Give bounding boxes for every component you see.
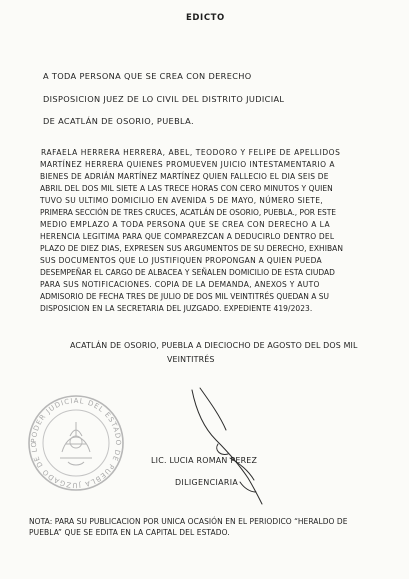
- body-line: MEDIO EMPLAZO A TODA PERSONA QUE SE CREA CON DERECHO A LA: [40, 220, 331, 229]
- body-line: DESEMPEÑAR EL CARGO DE ALBACEA Y SEÑALEN DOMICILIO DE ESTA CIUDAD: [40, 268, 335, 277]
- handwritten-signature: [170, 380, 280, 510]
- heading-line-1: A TODA PERSONA QUE SE CREA CON DERECHO: [43, 71, 252, 81]
- body-line: PLAZO DE DIEZ DIAS, EXPRESEN SUS ARGUMENTOS DE SU DERECHO, EXHIBAN: [40, 244, 344, 253]
- note-line-2: PUEBLA” QUE SE EDITA EN LA CAPITAL DEL ESTADO.: [29, 528, 230, 537]
- body-line: ABRIL DEL DOS MIL SIETE A LAS TRECE HORAS CON CERO MINUTOS Y QUIEN: [40, 184, 333, 193]
- svg-text:PODER JUDICIAL DEL ESTADO DE P: PODER JUDICIAL DEL ESTADO DE PUEBLA JUZGADO DE LO: [29, 396, 123, 490]
- date-line-2: VEINTITRÉS: [167, 355, 215, 364]
- body-line: MARTÍNEZ HERRERA QUIENES PROMUEVEN JUICIO INTESTAMENTARIO A: [40, 160, 335, 169]
- body-line: RAFAELA HERRERA HERRERA, ABEL, TEODORO Y FELIPE DE APELLIDOS: [41, 148, 341, 157]
- body-line: HERENCIA LEGITIMA PARA QUE COMPAREZCAN A DEDUCIRLO DENTRO DEL: [40, 232, 335, 241]
- heading-line-2: DISPOSICION JUEZ DE LO CIVIL DEL DISTRITO JUDICIAL: [43, 94, 285, 104]
- official-seal-stamp: [22, 392, 130, 494]
- document-title: EDICTO: [186, 13, 225, 23]
- signer-role: DILIGENCIARIA: [175, 478, 239, 487]
- body-line: PRIMERA SECCIÓN DE TRES CRUCES, ACATLÁN DE OSORIO, PUEBLA., POR ESTE: [40, 208, 336, 217]
- body-line: TUVO SU ULTIMO DOMICILIO EN AVENIDA 5 DE MAYO, NÚMERO SIETE,: [40, 196, 324, 205]
- note-line-1: NOTA: PARA SU PUBLICACION POR UNICA OCASIÓN EN EL PERIODICO “HERALDO DE: [29, 517, 348, 526]
- body-line: ADMISORIO DE FECHA TRES DE JULIO DE DOS MIL VEINTITRÉS QUEDAN A SU: [40, 292, 330, 301]
- signer-name: LIC. LUCIA ROMAN PEREZ: [151, 456, 258, 465]
- body-line: DISPOSICION EN LA SECRETARIA DEL JUZGADO. EXPEDIENTE 419/2023.: [40, 304, 313, 313]
- body-line: PARA SUS NOTIFICACIONES. COPIA DE LA DEMANDA, ANEXOS Y AUTO: [40, 280, 320, 289]
- date-line-1: ACATLÁN DE OSORIO, PUEBLA A DIECIOCHO DE AGOSTO DEL DOS MIL: [70, 341, 358, 350]
- heading-line-3: DE ACATLÁN DE OSORIO, PUEBLA.: [43, 116, 194, 126]
- body-line: BIENES DE ADRIÁN MARTÍNEZ MARTÍNEZ QUIEN FALLECIO EL DIA SEIS DE: [40, 172, 329, 181]
- body-line: SUS DOCUMENTOS QUE LO JUSTIFIQUEN PROPONGAN A QUIEN PUEDA: [40, 256, 322, 265]
